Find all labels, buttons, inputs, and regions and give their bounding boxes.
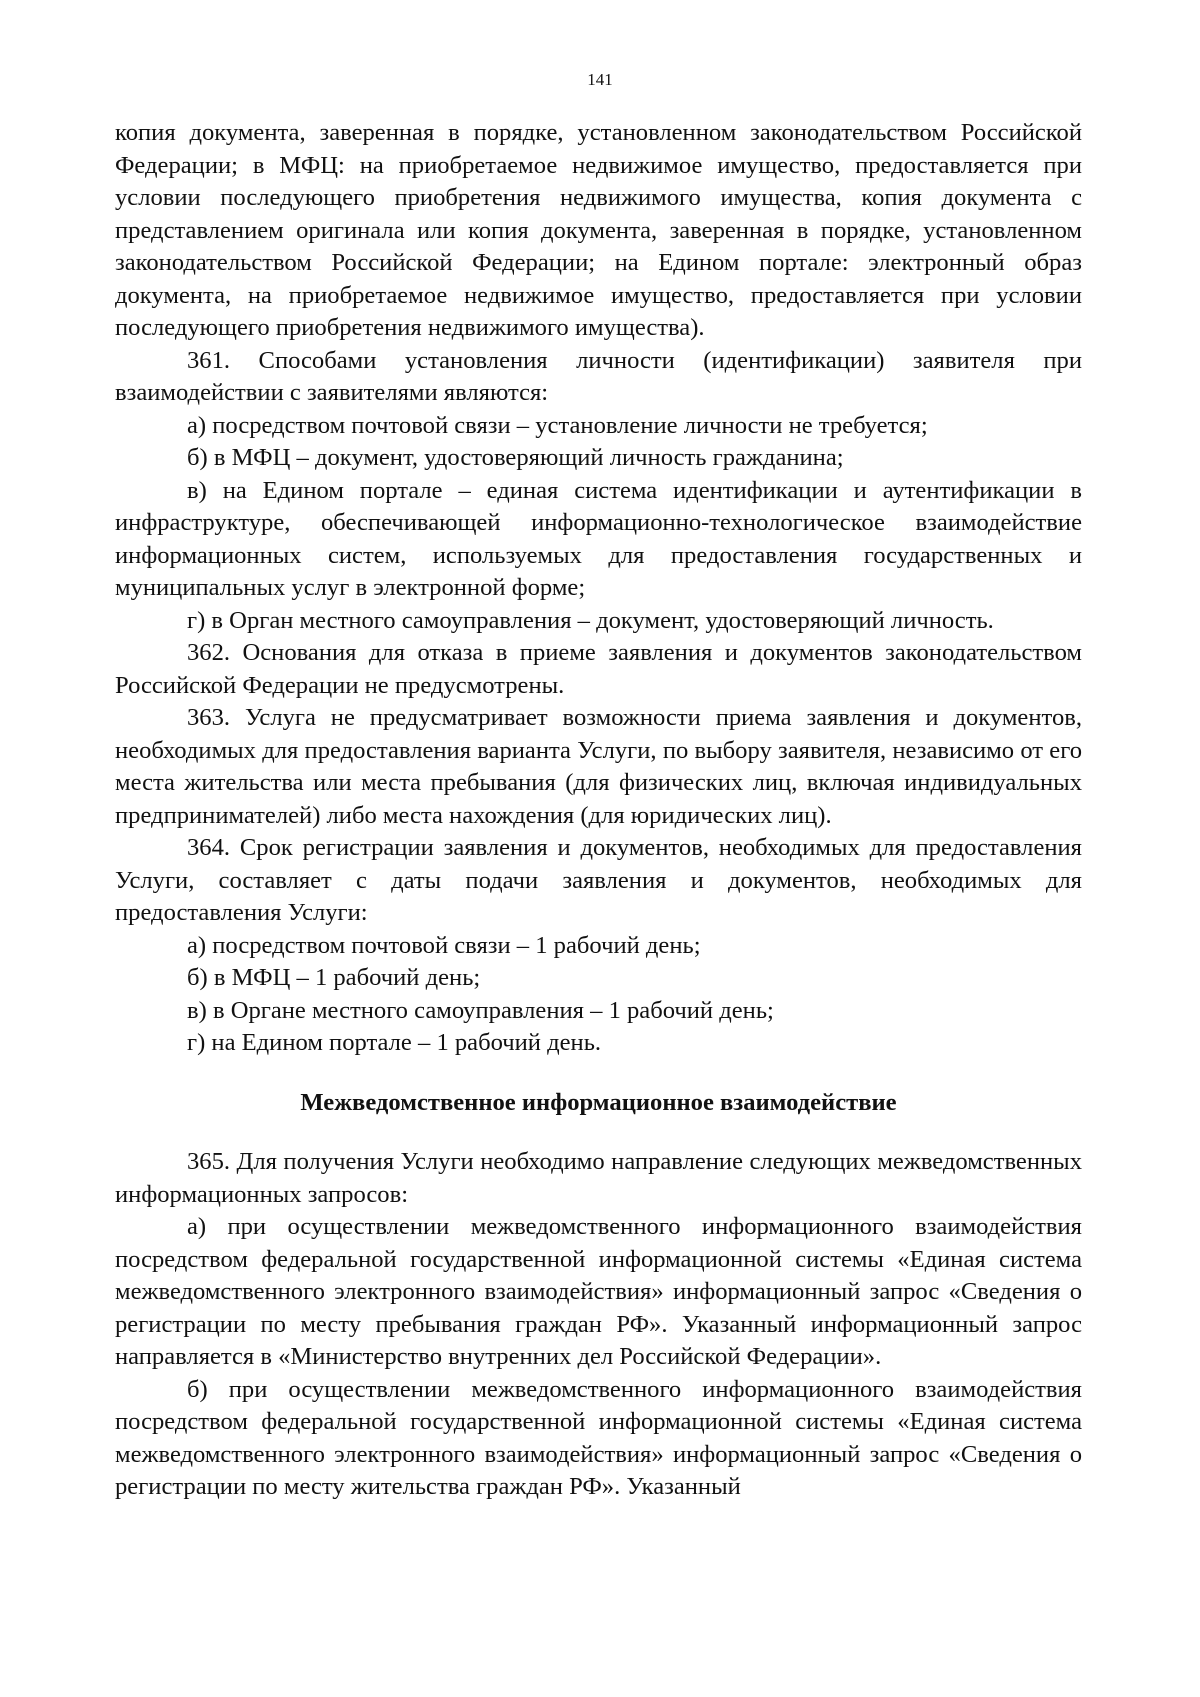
list-item-365-a: а) при осуществлении межведомственного информационного взаимодействия посредством федеральной государственной информационной системы «Единая система межведомственного электронного взаимодействия» информационный запрос «Сведения о регистрации по месту пребывания граждан РФ». Указанный информационный запрос направляется в «Министерство внутренних дел Российской Федерации». bbox=[115, 1213, 1082, 1370]
list-item-364-d: г) на Едином портале – 1 рабочий день. bbox=[187, 1029, 602, 1056]
paragraph-364: 364. Срок регистрации заявления и документов, необходимых для предоставления Услуги, составляет с даты подачи заявления и документов, необходимых для предоставления Услуги: bbox=[115, 834, 1082, 926]
document-body bbox=[115, 117, 1082, 1504]
paragraph-363: 363. Услуга не предусматривает возможности приема заявления и документов, необходимых для предоставления варианта Услуги, по выбору заявителя, независимо от его места жительства или места пребывания (для физических лиц, включая индивидуальных предпринимателей) либо места нахождения (для юридических лиц). bbox=[115, 704, 1082, 829]
paragraph-continuation: копия документа, заверенная в порядке, установленном законодательством Российской Федерации; в МФЦ: на приобретаемое недвижимое имущество, предоставляется при условии последующего приобретения недвижимого имущества, копия документа с представлением оригинала или копия документа, заверенная в порядке, установленном законодательством Российской Федерации; на Едином портале: электронный образ документа, на приобретаемое недвижимое имущество, предоставляется при условии последующего приобретения недвижимого имущества). bbox=[115, 119, 1082, 341]
list-item-365-b: б) при осуществлении межведомственного информационного взаимодействия посредством федеральной государственной информационной системы «Единая система межведомственного электронного взаимодействия» информационный запрос «Сведения о регистрации по месту жительства граждан РФ». Указанный bbox=[115, 1375, 1082, 1500]
list-item-361-a: а) посредством почтовой связи – установление личности не требуется; bbox=[187, 411, 928, 439]
list-item-361-b: б) в МФЦ – документ, удостоверяющий личность гражданина; bbox=[187, 444, 844, 471]
list-item-364-b: б) в МФЦ – 1 рабочий день; bbox=[187, 964, 481, 991]
list-item-361-c: в) на Едином портале – единая система идентификации и аутентификации в инфраструктуре, обеспечивающей информационно-технологическое взаимодействие информационных систем, используемых для предоставления государственных и муниципальных услуг в электронной форме; bbox=[115, 476, 1082, 601]
list-item-364-a: а) посредством почтовой связи – 1 рабочий день; bbox=[187, 931, 701, 959]
paragraph-361: 361. Способами установления личности (идентификации) заявителя при взаимодействии с заявителями являются: bbox=[115, 346, 1082, 406]
paragraph-362: 362. Основания для отказа в приеме заявления и документов законодательством Российской Федерации не предусмотрены. bbox=[115, 639, 1082, 699]
section-heading: Межведомственное информационное взаимодействие bbox=[300, 1088, 897, 1116]
paragraph-365: 365. Для получения Услуги необходимо направление следующих межведомственных информационных запросов: bbox=[115, 1148, 1082, 1208]
list-item-361-d: г) в Орган местного самоуправления – документ, удостоверяющий личность. bbox=[187, 606, 994, 634]
page-number: 141 bbox=[587, 70, 613, 89]
list-item-364-c: в) в Органе местного самоуправления – 1 рабочий день; bbox=[187, 996, 774, 1024]
